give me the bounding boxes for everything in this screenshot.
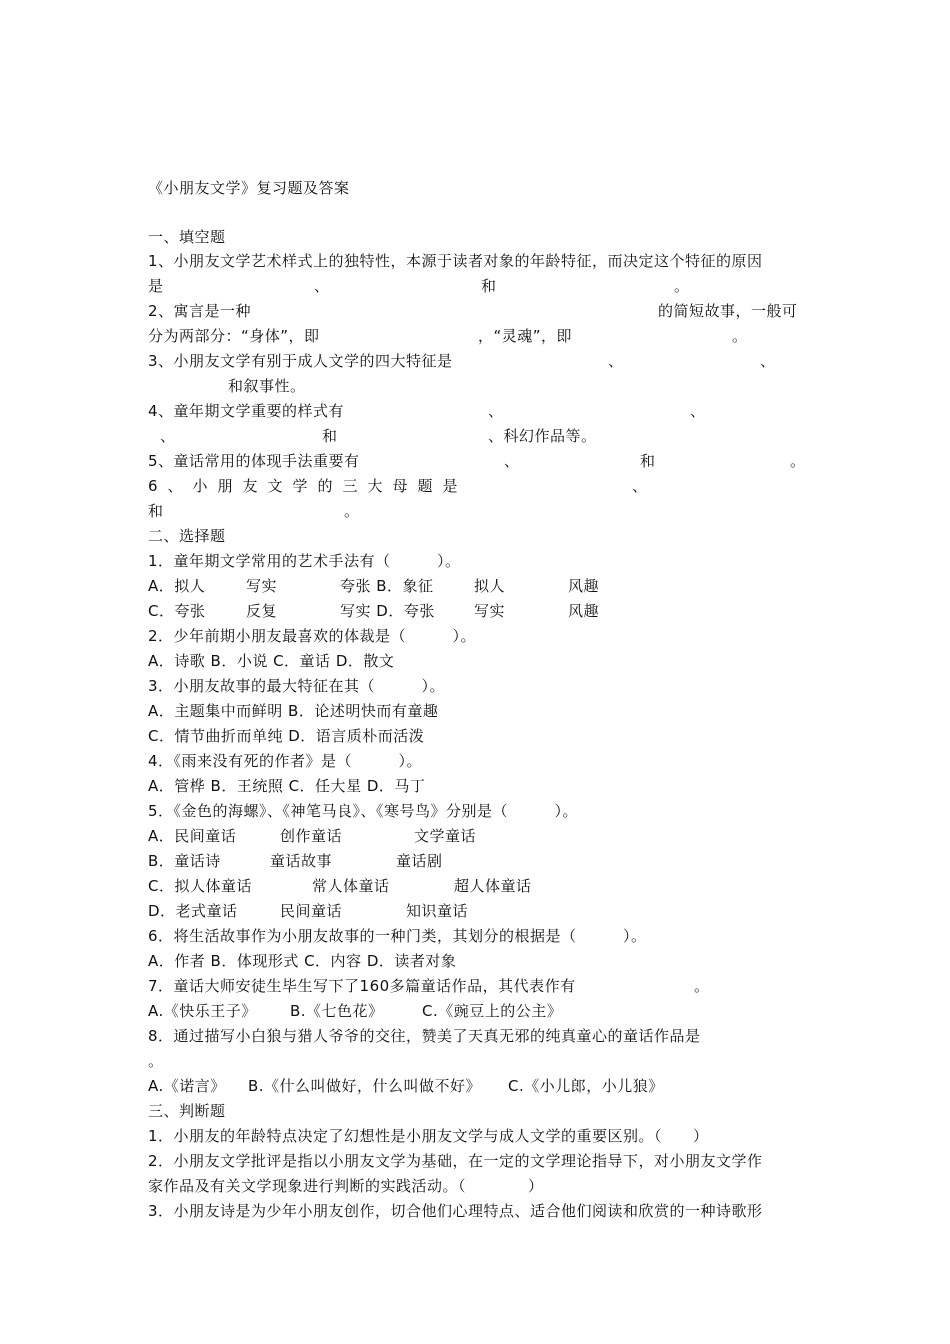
choice-option: A.《快乐王子》 bbox=[148, 1002, 257, 1020]
fill-q4-text: 和 bbox=[322, 427, 338, 445]
fill-q6-text: 和 bbox=[148, 502, 164, 520]
choice-option: 常人体童话 bbox=[312, 877, 390, 895]
choice-option: C.《豌豆上的公主》 bbox=[422, 1002, 563, 1020]
fill-q4-text: 、 bbox=[160, 427, 176, 445]
choice-q5-option-a bbox=[148, 824, 808, 848]
choice-q4-options: A．管桦 B．王统照 C．任大星 D．马丁 bbox=[148, 777, 426, 795]
section-heading-choice: 二、选择题 bbox=[148, 527, 226, 545]
judge-q2-line2: 家作品及有关文学现象进行判断的实践活动。（ ） bbox=[148, 1177, 544, 1195]
choice-q3-options-ab: A．主题集中而鲜明 B．论述明快而有童趣 bbox=[148, 702, 439, 720]
choice-q5-stem: 5．《金色的海螺》、《神笔马良》、《寒号鸟》分别是（ ）。 bbox=[148, 802, 579, 820]
fill-q5-text: 5、童话常用的体现手法重要有 bbox=[148, 452, 360, 470]
choice-option: A．拟人 bbox=[148, 577, 206, 595]
fill-q4-text: 4、童年期文学重要的样式有 bbox=[148, 402, 345, 420]
fill-q4-line1 bbox=[148, 399, 808, 423]
fill-q1-line2 bbox=[148, 274, 808, 298]
fill-q1-text: 、 bbox=[314, 277, 330, 295]
choice-option: 文学童话 bbox=[414, 827, 477, 845]
choice-q5-option-c bbox=[148, 874, 808, 898]
choice-q7-text: 7．童话大师安徒生毕生写下了160多篇童话作品，其代表作有 bbox=[148, 977, 576, 995]
choice-q3-options-cd: C．情节曲折而单纯 D．语言质朴而活泼 bbox=[148, 727, 425, 745]
fill-q5-text: 和 bbox=[640, 452, 656, 470]
choice-q1-stem: 1．童年期文学常用的艺术手法有（ ）。 bbox=[148, 552, 461, 570]
fill-q3-line2: 和叙事性。 bbox=[228, 377, 306, 395]
choice-option: A．民间童话 bbox=[148, 827, 237, 845]
choice-option: 写实 bbox=[246, 577, 278, 595]
fill-q2-text: ，“灵魂”，即 bbox=[478, 327, 573, 345]
choice-option: A.《诺言》 bbox=[148, 1077, 226, 1095]
fill-q6-text: 、 bbox=[632, 477, 648, 495]
choice-option: C．夸张 bbox=[148, 602, 206, 620]
choice-q4-stem: 4．《雨来没有死的作者》是（ ）。 bbox=[148, 752, 423, 770]
fill-q6-line2 bbox=[148, 499, 808, 523]
choice-q7-stem bbox=[148, 974, 808, 998]
choice-q2-options: A．诗歌 B．小说 C．童话 D．散文 bbox=[148, 652, 395, 670]
fill-q1-line1: 1、小朋友文学艺术样式上的独特性，本源于读者对象的年龄特征，而决定这个特征的原因 bbox=[148, 252, 763, 270]
choice-q8-stem-end: 。 bbox=[148, 1052, 164, 1070]
choice-q5-option-b bbox=[148, 849, 808, 873]
judge-q3-line1: 3．小朋友诗是为少年小朋友创作，切合他们心理特点、适合他们阅读和欣赏的一种诗歌形 bbox=[148, 1202, 763, 1220]
choice-option: 风趣 bbox=[568, 602, 600, 620]
choice-option: 童话故事 bbox=[270, 852, 333, 870]
choice-q7-options bbox=[148, 999, 808, 1023]
fill-q3-text: 3、小朋友文学有别于成人文学的四大特征是 bbox=[148, 352, 453, 370]
choice-option: 知识童话 bbox=[406, 902, 469, 920]
fill-q4-text: 、科幻作品等。 bbox=[488, 427, 597, 445]
choice-option: 民间童话 bbox=[280, 902, 343, 920]
choice-q2-stem: 2．少年前期小朋友最喜欢的体裁是（ ）。 bbox=[148, 627, 477, 645]
choice-option: 反复 bbox=[246, 602, 278, 620]
fill-q4-line2 bbox=[148, 424, 808, 448]
choice-q3-stem: 3．小朋友故事的最大特征在其（ ）。 bbox=[148, 677, 446, 695]
fill-q6-line1 bbox=[148, 474, 808, 498]
choice-option: B.《什么叫做好，什么叫做不好》 bbox=[248, 1077, 482, 1095]
fill-q5-text: 、 bbox=[504, 452, 520, 470]
choice-option: C．拟人体童话 bbox=[148, 877, 252, 895]
section-heading-fill-blank: 一、填空题 bbox=[148, 228, 226, 246]
judge-q1: 1．小朋友的年龄特点决定了幻想性是小朋友文学与成人文学的重要区别。（ ） bbox=[148, 1127, 709, 1145]
fill-q1-text: 是 bbox=[148, 277, 164, 295]
fill-q4-text: 、 bbox=[488, 402, 504, 420]
choice-option: B.《七色花》 bbox=[290, 1002, 384, 1020]
fill-q2-text: 分为两部分：“身体”，即 bbox=[148, 327, 320, 345]
choice-option: 写实 bbox=[474, 602, 506, 620]
fill-q2-line1 bbox=[148, 299, 808, 323]
fill-q5-line bbox=[148, 449, 808, 473]
choice-option: 童话剧 bbox=[396, 852, 443, 870]
choice-q5-option-d bbox=[148, 899, 808, 923]
judge-q2-line1: 2．小朋友文学批评是指以小朋友文学为基础，在一定的文学理论指导下，对小朋友文学作 bbox=[148, 1152, 763, 1170]
fill-q3-text: 、 bbox=[608, 352, 624, 370]
fill-q2-text: 2、寓言是一种 bbox=[148, 302, 252, 320]
fill-q1-text: 。 bbox=[674, 277, 690, 295]
choice-option: D．老式童话 bbox=[148, 902, 238, 920]
choice-q7-end: 。 bbox=[694, 977, 710, 995]
fill-q3-line1 bbox=[148, 349, 808, 373]
fill-q3-text: 、 bbox=[760, 352, 776, 370]
fill-q1-text: 和 bbox=[481, 277, 497, 295]
choice-q1-options-cd bbox=[148, 599, 808, 623]
choice-option: B．童话诗 bbox=[148, 852, 221, 870]
fill-q6-text: 6、小朋友文学的三大母题是 bbox=[148, 477, 468, 495]
fill-q6-text: 。 bbox=[344, 502, 360, 520]
document-title: 《小朋友文学》复习题及答案 bbox=[148, 179, 350, 197]
choice-option: C.《小儿郎，小儿狼》 bbox=[508, 1077, 664, 1095]
choice-q1-options-ab bbox=[148, 574, 808, 598]
fill-q5-text: 。 bbox=[790, 452, 806, 470]
choice-q6-stem: 6．将生活故事作为小朋友故事的一种门类，其划分的根据是（ ）。 bbox=[148, 927, 647, 945]
choice-q8-options bbox=[148, 1074, 808, 1098]
choice-option: 夸张 B．象征 bbox=[340, 577, 434, 595]
choice-q6-options: A．作者 B．体现形式 C．内容 D．读者对象 bbox=[148, 952, 457, 970]
fill-q4-text: 、 bbox=[690, 402, 706, 420]
fill-q2-text: 的简短故事，一般可 bbox=[658, 302, 798, 320]
choice-option: 超人体童话 bbox=[454, 877, 532, 895]
choice-option: 写实 D．夸张 bbox=[340, 602, 435, 620]
choice-option: 拟人 bbox=[474, 577, 506, 595]
choice-q8-stem: 8．通过描写小白狼与猎人爷爷的交往，赞美了天真无邪的纯真童心的童话作品是 bbox=[148, 1027, 701, 1045]
section-heading-judge: 三、判断题 bbox=[148, 1102, 226, 1120]
choice-option: 创作童话 bbox=[280, 827, 343, 845]
fill-q2-text: 。 bbox=[732, 327, 748, 345]
fill-q2-line2 bbox=[148, 324, 808, 348]
choice-option: 风趣 bbox=[568, 577, 600, 595]
